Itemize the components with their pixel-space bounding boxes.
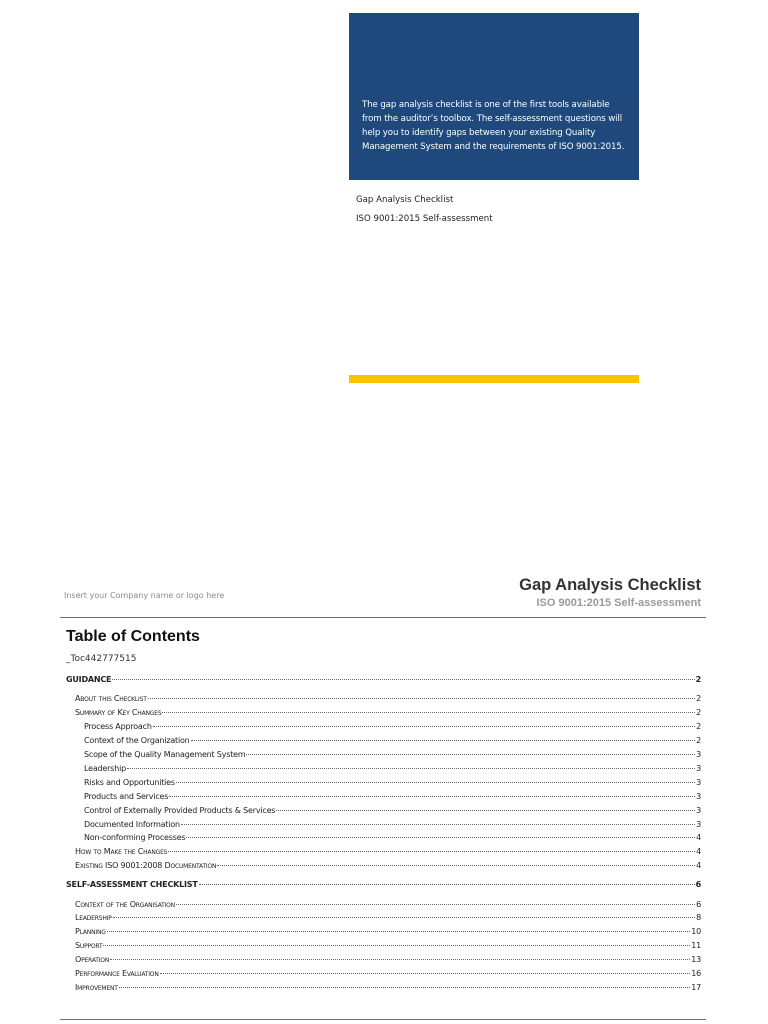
- toc-entry-nonconforming[interactable]: [84, 832, 701, 843]
- toc-entry-label: Operation: [75, 955, 110, 964]
- toc-entry-leadership-guidance[interactable]: [84, 763, 701, 774]
- toc-entry-guidance[interactable]: [66, 674, 701, 685]
- toc-leader: [176, 782, 695, 783]
- toc-entry-page: 2: [695, 675, 701, 684]
- toc-entry-page: 4: [696, 861, 701, 870]
- toc-entry-label: Context of the Organisation: [75, 900, 175, 909]
- toc-entry-label: Planning: [75, 927, 106, 936]
- toc-leader: [103, 945, 690, 946]
- toc-leader: [162, 712, 695, 713]
- toc-entry-label: Improvement: [75, 983, 118, 992]
- toc-entry-label: Summary of Key Changes: [75, 708, 162, 717]
- toc-entry-process-approach[interactable]: [84, 721, 701, 732]
- toc-entry-page: 10: [691, 927, 701, 936]
- toc-entry-page: 2: [696, 694, 701, 703]
- toc-entry-page: 3: [696, 820, 701, 829]
- toc-entry-external[interactable]: [84, 805, 701, 816]
- toc-leader: [160, 973, 691, 974]
- cover-subtitle: ISO 9001:2015 Self-assessment: [356, 214, 493, 224]
- toc-leader: [169, 796, 695, 797]
- toc-entry-label: Context of the Organization: [84, 736, 190, 745]
- toc-entry-operation[interactable]: [75, 954, 701, 965]
- toc-entry-label: Products and Services: [84, 792, 169, 801]
- company-placeholder: Insert your Company name or logo here: [64, 591, 225, 600]
- toc-entry-label: Control of Externally Provided Products & Services: [84, 806, 276, 815]
- toc-entry-page: 3: [696, 764, 701, 773]
- toc-entry-leadership[interactable]: [75, 912, 701, 923]
- toc-entry-page: 16: [691, 969, 701, 978]
- toc-entry-existing[interactable]: [75, 860, 701, 871]
- toc-entry-page: 11: [691, 941, 701, 950]
- toc-entry-improvement[interactable]: [75, 982, 701, 993]
- header-subtitle: ISO 9001:2015 Self-assessment: [536, 597, 701, 609]
- toc-entry-label: Leadership: [75, 913, 112, 922]
- toc-entry-page: 2: [696, 736, 701, 745]
- toc-entry-label: Non-conforming Processes: [84, 833, 186, 842]
- toc-entry-about[interactable]: [75, 693, 701, 704]
- toc-entry-context[interactable]: [84, 735, 701, 746]
- toc-leader: [181, 824, 695, 825]
- toc-title: Table of Contents: [66, 628, 200, 645]
- toc-entry-page: 2: [696, 722, 701, 731]
- toc-entry-page: 4: [696, 833, 701, 842]
- footer-divider: [60, 1019, 706, 1020]
- header-title: Gap Analysis Checklist: [519, 576, 701, 594]
- toc-leader: [107, 931, 691, 932]
- toc-leader: [246, 754, 695, 755]
- toc-entry-label: About this Checklist: [75, 694, 147, 703]
- header-divider: [60, 617, 706, 618]
- toc-entry-label: Support: [75, 941, 103, 950]
- toc-leader: [127, 768, 695, 769]
- toc-leader: [113, 917, 695, 918]
- toc-entry-label: How to Make the Changes: [75, 847, 168, 856]
- toc-entry-label: Process Approach: [84, 722, 152, 731]
- toc-leader: [119, 987, 690, 988]
- cover-accent-bar: [349, 375, 639, 383]
- toc-leader: [112, 679, 694, 680]
- toc-entry-context-org[interactable]: [75, 899, 701, 910]
- toc-entry-page: 8: [696, 913, 701, 922]
- toc-entry-label: Risks and Opportunities: [84, 778, 175, 787]
- toc-entry-self-assessment[interactable]: [66, 879, 701, 890]
- toc-entry-page: 6: [696, 900, 701, 909]
- toc-entry-label: Scope of the Quality Management System: [84, 750, 246, 759]
- toc-entry-label: GUIDANCE: [66, 675, 112, 684]
- toc-entry-how-to[interactable]: [75, 846, 701, 857]
- toc-anchor: _Toc442777515: [66, 654, 137, 664]
- toc-leader: [176, 904, 695, 905]
- toc-entry-page: 6: [695, 880, 701, 889]
- toc-entry-page: 3: [696, 792, 701, 801]
- toc-entry-label: SELF-ASSESSMENT CHECKLIST: [66, 880, 198, 889]
- toc-entry-page: 3: [696, 778, 701, 787]
- toc-entry-documented[interactable]: [84, 819, 701, 830]
- cover-title: Gap Analysis Checklist: [356, 195, 454, 205]
- toc-entry-planning[interactable]: [75, 926, 701, 937]
- toc-leader: [110, 959, 690, 960]
- toc-entry-products[interactable]: [84, 791, 701, 802]
- toc-entry-summary[interactable]: [75, 707, 701, 718]
- toc-entry-support[interactable]: [75, 940, 701, 951]
- toc-entry-page: 3: [696, 750, 701, 759]
- toc-leader: [168, 851, 695, 852]
- toc-entry-performance[interactable]: [75, 968, 701, 979]
- toc-entry-page: 13: [691, 955, 701, 964]
- toc-entry-page: 17: [691, 983, 701, 992]
- toc-entry-page: 4: [696, 847, 701, 856]
- toc-entry-label: Performance Evaluation: [75, 969, 159, 978]
- toc-leader: [186, 837, 695, 838]
- toc-entry-label: Leadership: [84, 764, 126, 773]
- toc-leader: [191, 740, 696, 741]
- toc-leader: [199, 884, 695, 885]
- toc-entry-label: Documented Information: [84, 820, 180, 829]
- toc-leader: [148, 698, 695, 699]
- toc-entry-label: Existing ISO 9001:2008 Documentation: [75, 861, 217, 870]
- toc-leader: [217, 865, 695, 866]
- toc-entry-page: 3: [696, 806, 701, 815]
- toc-entry-scope[interactable]: [84, 749, 701, 760]
- toc-leader: [153, 726, 695, 727]
- toc-entry-page: 2: [696, 708, 701, 717]
- cover-intro-box: [349, 13, 639, 180]
- cover-intro-text: The gap analysis checklist is one of the first tools available from the auditor’s toolbox. The self-assessment questions will help you to identify gaps between your existing Quality Management System and the requirements of ISO 9001:2015.: [362, 100, 625, 152]
- toc-leader: [276, 810, 695, 811]
- toc-entry-risks[interactable]: [84, 777, 701, 788]
